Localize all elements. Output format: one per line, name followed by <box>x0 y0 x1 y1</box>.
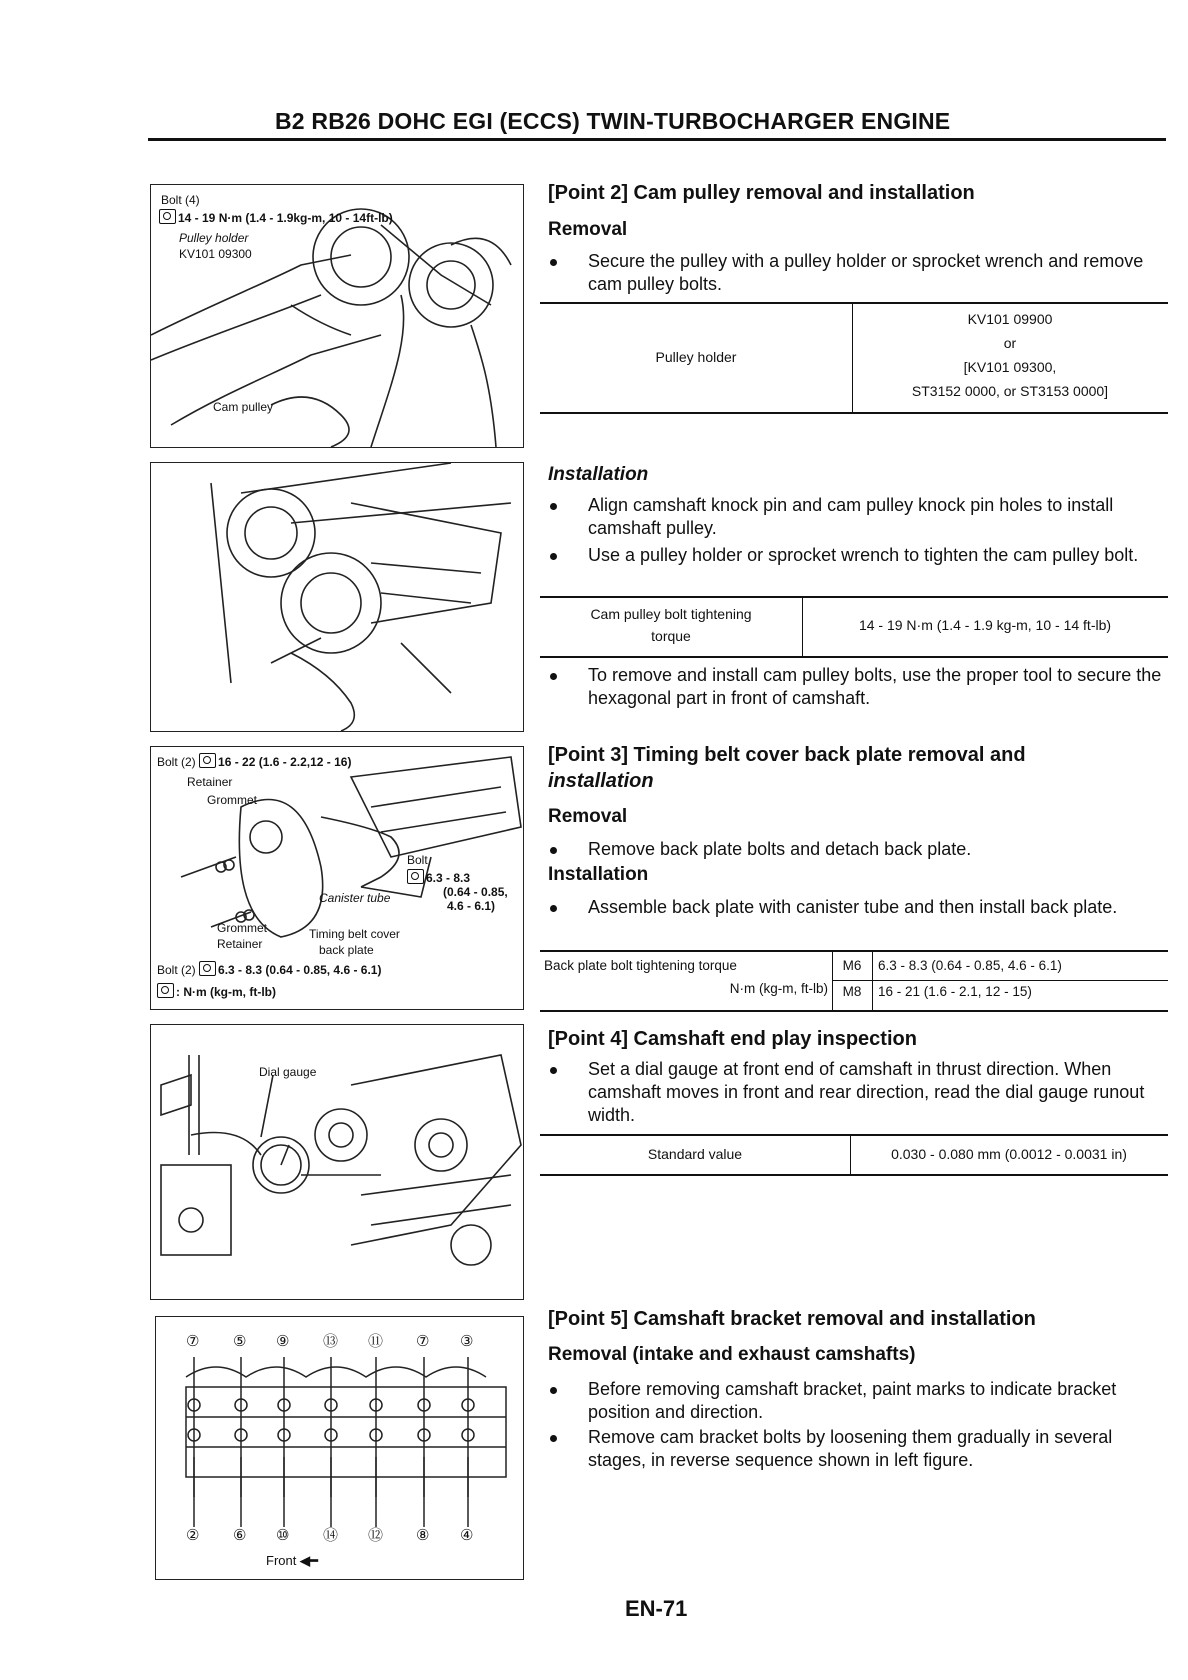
retainer-label-2: Retainer <box>217 937 263 951</box>
timing-belt-cover-label: Timing belt cover <box>309 927 400 941</box>
header-rule <box>148 138 1166 141</box>
bolt-torque-label-2: (0.64 - 0.85, <box>443 885 508 899</box>
point3-installation-heading: Installation <box>548 864 649 885</box>
dial-gauge-label: Dial gauge <box>259 1065 317 1079</box>
figure-dial-gauge <box>150 1024 524 1300</box>
back-plate-torque-table <box>540 950 1168 1012</box>
sequence-number-top: ⑦ <box>186 1333 200 1350</box>
torque-wrench-icon <box>159 209 176 224</box>
sequence-number-bottom: ② <box>186 1527 200 1544</box>
pulley-holder-label: Pulley holder <box>179 231 249 245</box>
point3-title: [Point 3] Timing belt cover back plate removal and <box>548 744 1026 766</box>
point5-subheading: Removal (intake and exhaust camshafts) <box>548 1344 916 1365</box>
standard-value-label: Standard value <box>647 1146 743 1162</box>
sequence-number-bottom: ⑩ <box>276 1527 290 1544</box>
tool-table-line: KV101 09900 <box>967 311 1053 327</box>
sequence-number-top: ⑨ <box>276 1333 290 1350</box>
standard-value: 0.030 - 0.080 mm (0.0012 - 0.0031 in) <box>891 1146 1127 1162</box>
sequence-number-top: ③ <box>460 1333 474 1350</box>
sequence-number-top: ⑦ <box>416 1333 430 1350</box>
sequence-number-bottom: ⑧ <box>416 1527 430 1544</box>
bolt-label: Bolt (4) <box>161 193 200 207</box>
page-number: EN-71 <box>625 1596 688 1621</box>
canister-tube-label: Canister tube <box>319 891 391 905</box>
table-label: Back plate bolt tightening torque <box>544 958 737 973</box>
bolt-top-label: Bolt (2) 16 - 22 (1.6 - 2.2,12 - 16) <box>157 755 352 769</box>
cam-pulley-label: Cam pulley <box>213 400 274 414</box>
back-plate-label: back plate <box>319 943 374 957</box>
retainer-label: Retainer <box>187 775 233 789</box>
torque-wrench-icon <box>407 869 424 884</box>
page-title: B2 RB26 DOHC EGI (ECCS) TWIN-TURBOCHARGER ENGINE <box>275 108 951 134</box>
unit-legend: : N·m (kg-m, ft-lb) <box>157 983 276 999</box>
torque-table <box>540 596 1168 658</box>
bolt-torque-label: 6.3 - 8.3 <box>407 869 470 885</box>
point5-title: [Point 5] Camshaft bracket removal and installation <box>548 1308 1036 1330</box>
figure-cam-pulley-removal <box>150 184 524 448</box>
bolt-bottom-label: Bolt (2) 6.3 - 8.3 (0.64 - 0.85, 4.6 - 6.1) <box>157 963 382 977</box>
sequence-number-bottom: ④ <box>460 1527 474 1544</box>
torque-table-label: Cam pulley bolt tightening <box>590 606 752 622</box>
tool-number-label: KV101 09300 <box>179 247 252 261</box>
torque-label: 14 - 19 N·m (1.4 - 1.9kg-m, 10 - 14ft-lb) <box>159 209 393 225</box>
figure-back-plate <box>150 746 524 1010</box>
sequence-number-top: ⑪ <box>368 1333 384 1350</box>
standard-value-table <box>540 1134 1168 1176</box>
grommet-label: Grommet <box>207 793 258 807</box>
sequence-number-top: ⑬ <box>323 1333 339 1350</box>
dial-gauge-illustration <box>151 1025 523 1299</box>
tool-table-label: Pulley holder <box>655 349 737 365</box>
point3-title-cont: installation <box>548 770 654 792</box>
torque-table-label: torque <box>651 628 691 644</box>
figure-bracket-sequence <box>155 1316 524 1580</box>
tool-table-line: or <box>1003 335 1017 351</box>
torque-wrench-icon <box>157 983 174 998</box>
tool-table-line: [KV101 09300, <box>963 359 1057 375</box>
bolt-size: M8 <box>842 984 862 999</box>
point3-removal-heading: Removal <box>548 806 628 827</box>
table-unit: N·m (kg-m, ft-lb) <box>729 981 828 996</box>
point2-removal-heading: Removal <box>548 219 628 240</box>
point2-installation-heading: Installation <box>548 464 649 485</box>
torque-wrench-icon <box>199 961 216 976</box>
sequence-number-bottom: ⑥ <box>233 1527 247 1544</box>
torque-value: 16 - 21 (1.6 - 2.1, 12 - 15) <box>878 984 1032 999</box>
front-label: Front ◀━ <box>266 1553 318 1568</box>
bolt-label: Bolt <box>407 853 428 867</box>
tool-table <box>540 302 1168 414</box>
sequence-number-top: ⑤ <box>233 1333 247 1350</box>
arrow-left-icon: ◀━ <box>299 1553 318 1568</box>
bolt-size: M6 <box>842 958 862 973</box>
torque-value: 6.3 - 8.3 (0.64 - 0.85, 4.6 - 6.1) <box>878 958 1062 973</box>
point4-title: [Point 4] Camshaft end play inspection <box>548 1028 917 1050</box>
grommet-label-2: Grommet <box>217 921 268 935</box>
bolt-torque-label-3: 4.6 - 6.1) <box>447 899 496 913</box>
torque-wrench-icon <box>199 753 216 768</box>
torque-table-value: 14 - 19 N·m (1.4 - 1.9 kg-m, 10 - 14 ft-lb) <box>858 617 1112 633</box>
installation-illustration <box>151 463 523 731</box>
point2-title: [Point 2] Cam pulley removal and installation <box>548 182 975 204</box>
tool-table-line: ST3152 0000, or ST3153 0000] <box>911 383 1109 399</box>
sequence-number-bottom: ⑭ <box>323 1527 339 1544</box>
sequence-number-bottom: ⑫ <box>368 1527 384 1544</box>
figure-cam-pulley-installation <box>150 462 524 732</box>
